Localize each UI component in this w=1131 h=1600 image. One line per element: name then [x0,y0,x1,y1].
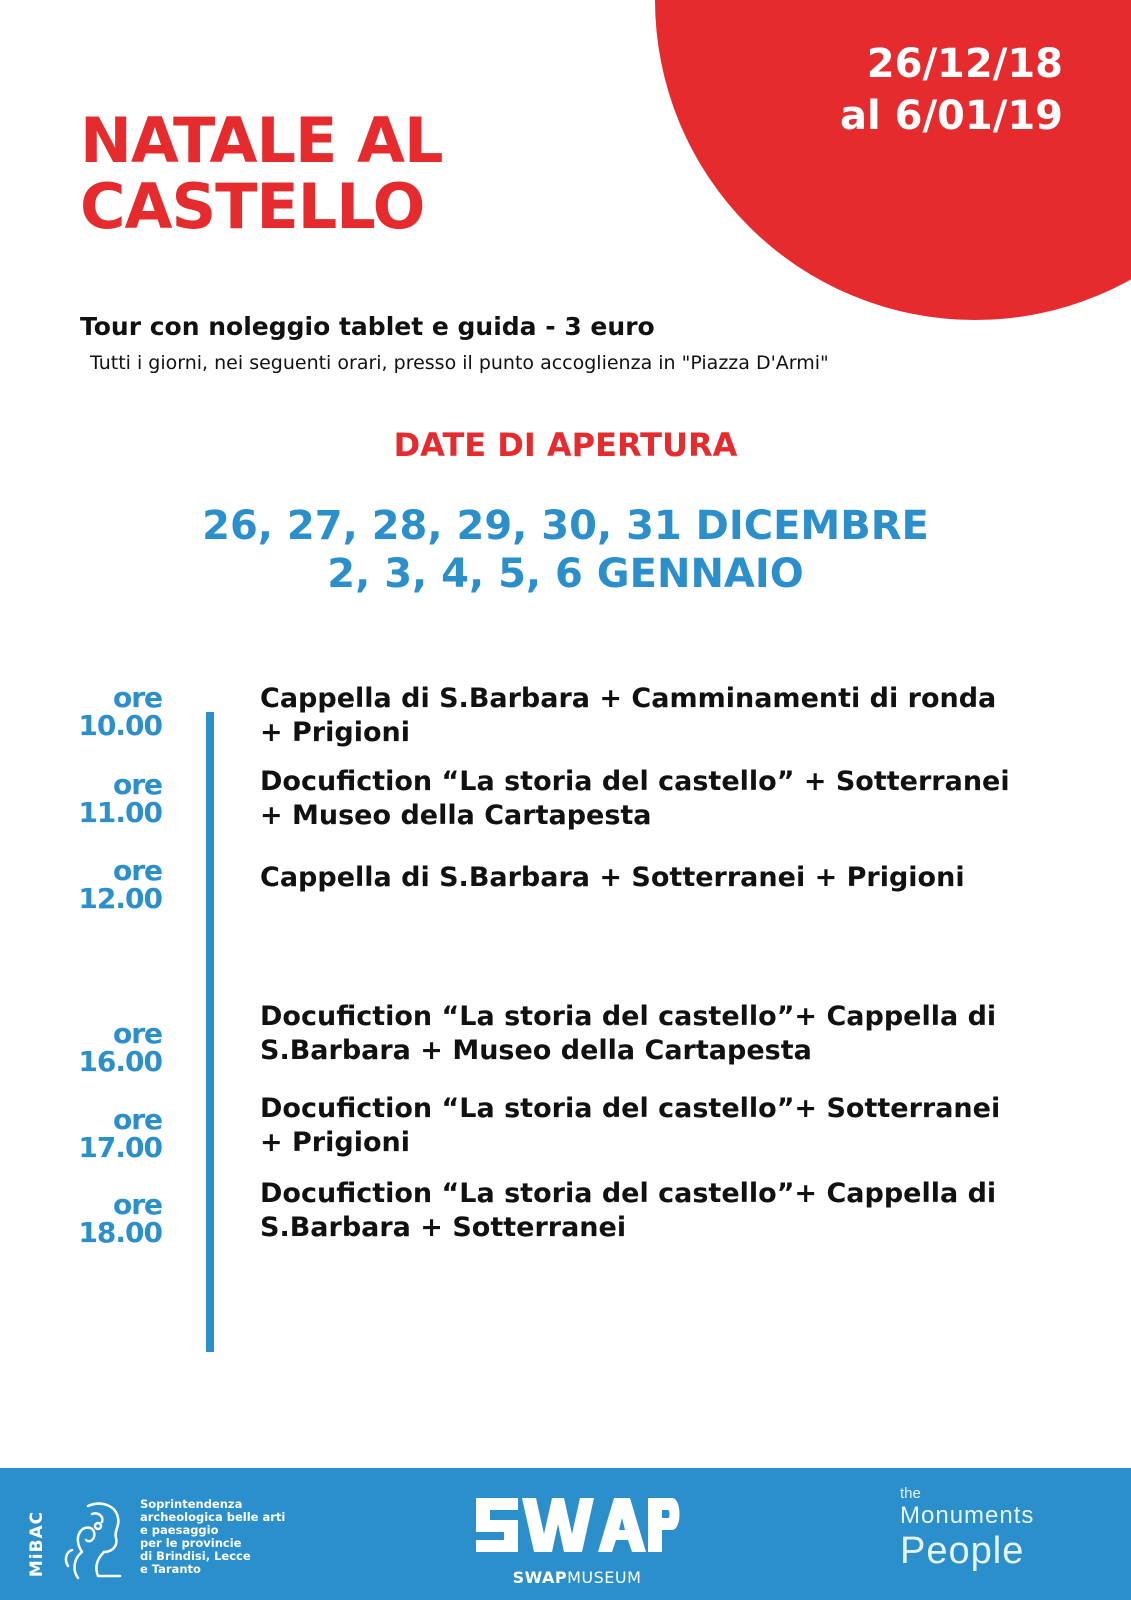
slot-time [40,1188,162,1249]
title-line-2: CASTELLO [80,170,425,243]
slot-hour: 18.00 [78,1216,162,1249]
sop-line: e Taranto [140,1562,201,1576]
slot-description [260,682,1060,750]
slot-hour: 11.00 [78,796,162,829]
slot-ore-label: ore [112,854,162,887]
date-range-start: 26/12/18 [866,41,1063,87]
slot-desc-line: + Prigioni [260,717,410,748]
mibac-logo [20,1506,48,1586]
slot-description [260,1092,1060,1160]
slot-desc-line: S.Barbara + Sotterranei [260,1212,627,1243]
monuments-word: Monuments [900,1502,1035,1529]
monuments-people-word: People [900,1530,1025,1572]
slot-ore-label: ore [112,1103,162,1136]
monuments-people-logo [900,1486,1100,1572]
slot-desc-line: Docufiction “La storia del castello” + Sotterranei [260,766,1010,797]
monuments-the: the [900,1485,921,1502]
slot-ore-label: ore [112,681,162,714]
slot-desc-line: Docufiction “La storia del castello”+ Cappella di [260,1178,997,1209]
slot-time [40,1103,162,1164]
slot-ore-label: ore [112,768,162,801]
sop-line: di Brindisi, Lecce [140,1549,251,1563]
opening-dates-december: 26, 27, 28, 29, 30, 31 DICEMBRE [202,503,929,549]
slot-hour: 10.00 [78,709,162,742]
slot-desc-line: S.Barbara + Museo della Cartapesta [260,1035,812,1066]
slot-desc-line: Docufiction “La storia del castello”+ Sotterranei [260,1093,1001,1124]
slot-time [40,681,162,742]
swap-museum-label [472,1568,682,1587]
timeline-bar [206,712,214,1352]
slot-time [40,1017,162,1078]
slot-time [40,768,162,829]
slot-ore-label: ore [112,1188,162,1221]
title-line-1: NATALE AL [80,104,443,177]
opening-dates-title: DATE DI APERTURA [393,426,738,464]
event-date-range [840,38,1063,142]
slot-description [260,1000,1060,1068]
slot-desc-line: Docufiction “La storia del castello”+ Cappella di [260,1001,997,1032]
slot-description [260,765,1060,833]
swap-logo-icon [472,1490,682,1560]
slot-description [260,1177,1060,1245]
slot-description [260,861,1060,895]
sop-line: archeologica belle arti [140,1510,286,1524]
slot-desc-line: + Prigioni [260,1127,410,1158]
soprintendenza-emblem-icon [58,1496,138,1584]
sop-line: Soprintendenza [140,1497,243,1511]
tour-headline: Tour con noleggio tablet e guida - 3 euro [80,312,655,341]
soprintendenza-text [140,1498,300,1576]
slot-hour: 12.00 [78,882,162,915]
slot-hour: 17.00 [78,1131,162,1164]
opening-dates [0,502,1131,598]
slot-desc-line: + Museo della Cartapesta [260,800,652,831]
mibac-label: MiBAC [27,1510,48,1578]
slot-desc-line: Cappella di S.Barbara + Sotterranei + Prigioni [260,862,965,893]
opening-dates-january: 2, 3, 4, 5, 6 GENNAIO [327,551,804,597]
sop-line: per le provincie [140,1536,242,1550]
tour-subline: Tutti i giorni, nei seguenti orari, presso il punto accoglienza in "Piazza D'Armi" [90,352,829,374]
slot-time [40,854,162,915]
footer-bar [0,1468,1131,1600]
date-range-end: al 6/01/19 [839,93,1063,139]
page-title [80,104,443,243]
slot-desc-line: Cappella di S.Barbara + Camminamenti di ronda [260,683,997,714]
slot-ore-label: ore [112,1017,162,1050]
sop-line: e paesaggio [140,1523,219,1537]
slot-hour: 16.00 [78,1045,162,1078]
swap-label-bold: SWAP [512,1568,568,1587]
swap-label-rest: MUSEUM [567,1568,642,1587]
